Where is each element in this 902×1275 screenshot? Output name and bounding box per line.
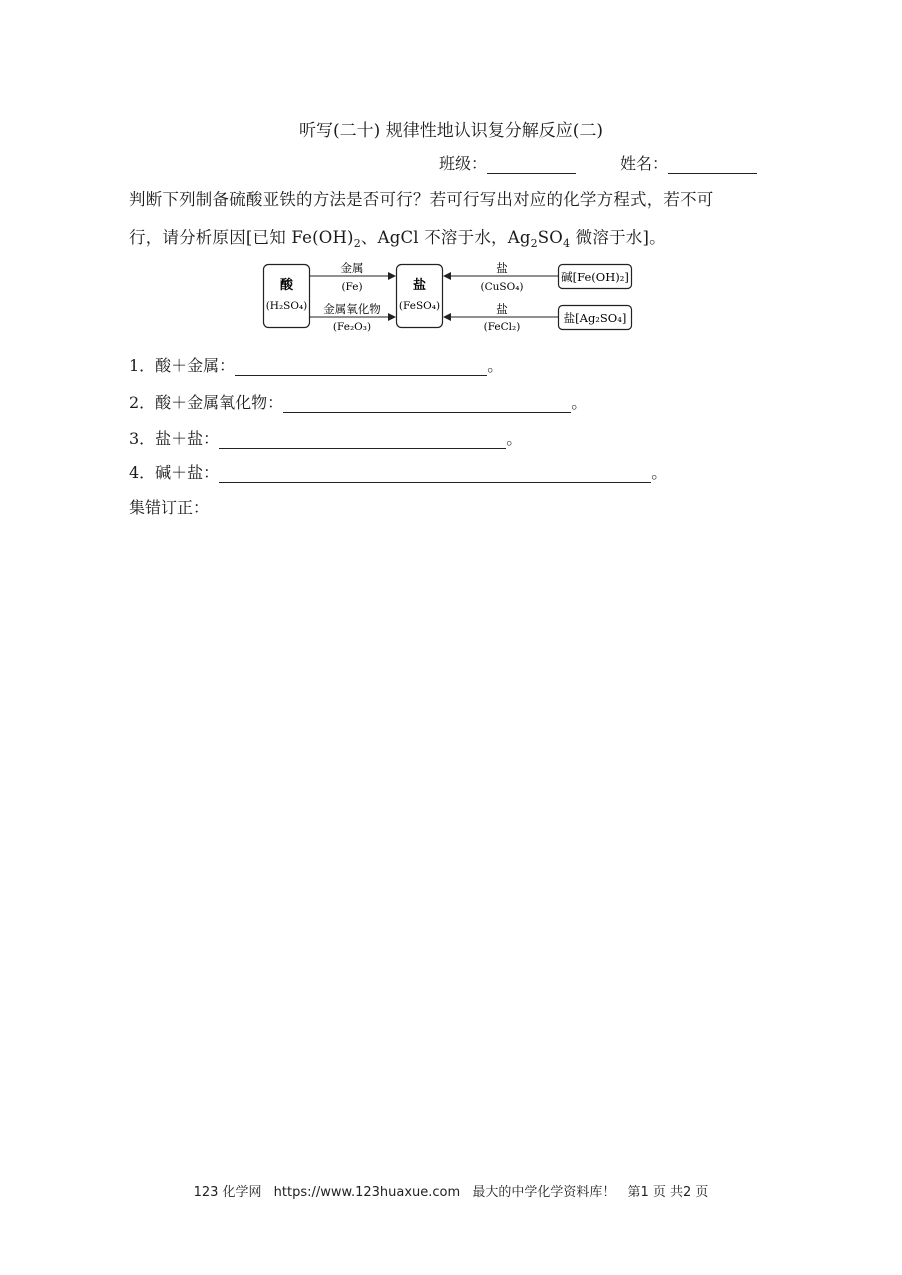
- arrow-fecl2-top: 盐: [496, 302, 508, 316]
- arrow-fecl2-bottom: (FeCl₂): [483, 321, 521, 333]
- class-field: [439, 151, 576, 174]
- arrow-cuso4-top: 盐: [496, 261, 508, 275]
- question-3-label: 3．盐＋盐：: [129, 429, 220, 448]
- page-footer: [0, 1181, 902, 1200]
- salt-box: [397, 265, 443, 328]
- arrow-cuso4-bottom: (CuSO₄): [480, 281, 524, 293]
- salt-label: 盐: [412, 278, 427, 293]
- answer-blank-4[interactable]: [219, 468, 651, 483]
- intro-line-1: 判断下列制备硫酸亚铁的方法是否可行？若可行写出对应的化学方程式，若不可: [129, 190, 714, 209]
- reaction-diagram: [262, 258, 634, 334]
- question-4: 4．碱＋盐： 。: [129, 463, 668, 482]
- base-box-label: 碱[Fe(OH)₂]: [561, 270, 629, 284]
- correction-label: 集错订正：: [129, 498, 210, 517]
- class-blank[interactable]: [487, 155, 576, 174]
- question-1: 1．酸＋金属： 。: [129, 356, 504, 375]
- intro-line-2: 行，请分析原因[已知 $Fe(OH)_2$、AgCl 不溶于水，$Ag_2SO_4$ 微溶于水]。: [129, 228, 666, 250]
- arrow-metal-oxide-top: 金属氧化物: [323, 302, 381, 316]
- acid-label: 酸: [279, 278, 294, 293]
- acid-formula: (H₂SO₄): [265, 300, 308, 312]
- name-field: [620, 151, 757, 174]
- salt2-box-label: 盐[Ag₂SO₄]: [563, 311, 627, 325]
- arrow-metal-bottom: (Fe): [341, 281, 363, 293]
- salt-formula: (FeSO₄): [398, 300, 441, 312]
- question-2: 2．酸＋金属氧化物： 。: [129, 393, 588, 412]
- arrow-metal-oxide-bottom: (Fe₂O₃): [332, 321, 372, 333]
- footer-site: 123 化学网: [193, 1185, 262, 1200]
- class-label: 班级：: [439, 154, 488, 173]
- answer-blank-2[interactable]: [283, 398, 571, 413]
- name-label: 姓名：: [620, 154, 669, 173]
- answer-blank-3[interactable]: [219, 434, 506, 449]
- footer-url[interactable]: https://www.123huaxue.com: [273, 1185, 461, 1200]
- acid-box: [264, 265, 310, 328]
- answer-blank-1[interactable]: [235, 361, 487, 376]
- arrow-metal-top: 金属: [340, 261, 364, 275]
- footer-slogan: 最大的中学化学资料库！: [472, 1185, 616, 1200]
- name-blank[interactable]: [668, 155, 757, 174]
- question-4-label: 4．碱＋盐：: [129, 463, 220, 482]
- question-1-label: 1．酸＋金属：: [129, 356, 236, 375]
- footer-page-number: 第1 页 共2 页: [627, 1185, 709, 1200]
- question-3: 3．盐＋盐： 。: [129, 429, 523, 448]
- page-title: 听写(二十) 规律性地认识复分解反应(二): [299, 121, 603, 141]
- question-2-label: 2．酸＋金属氧化物：: [129, 393, 284, 412]
